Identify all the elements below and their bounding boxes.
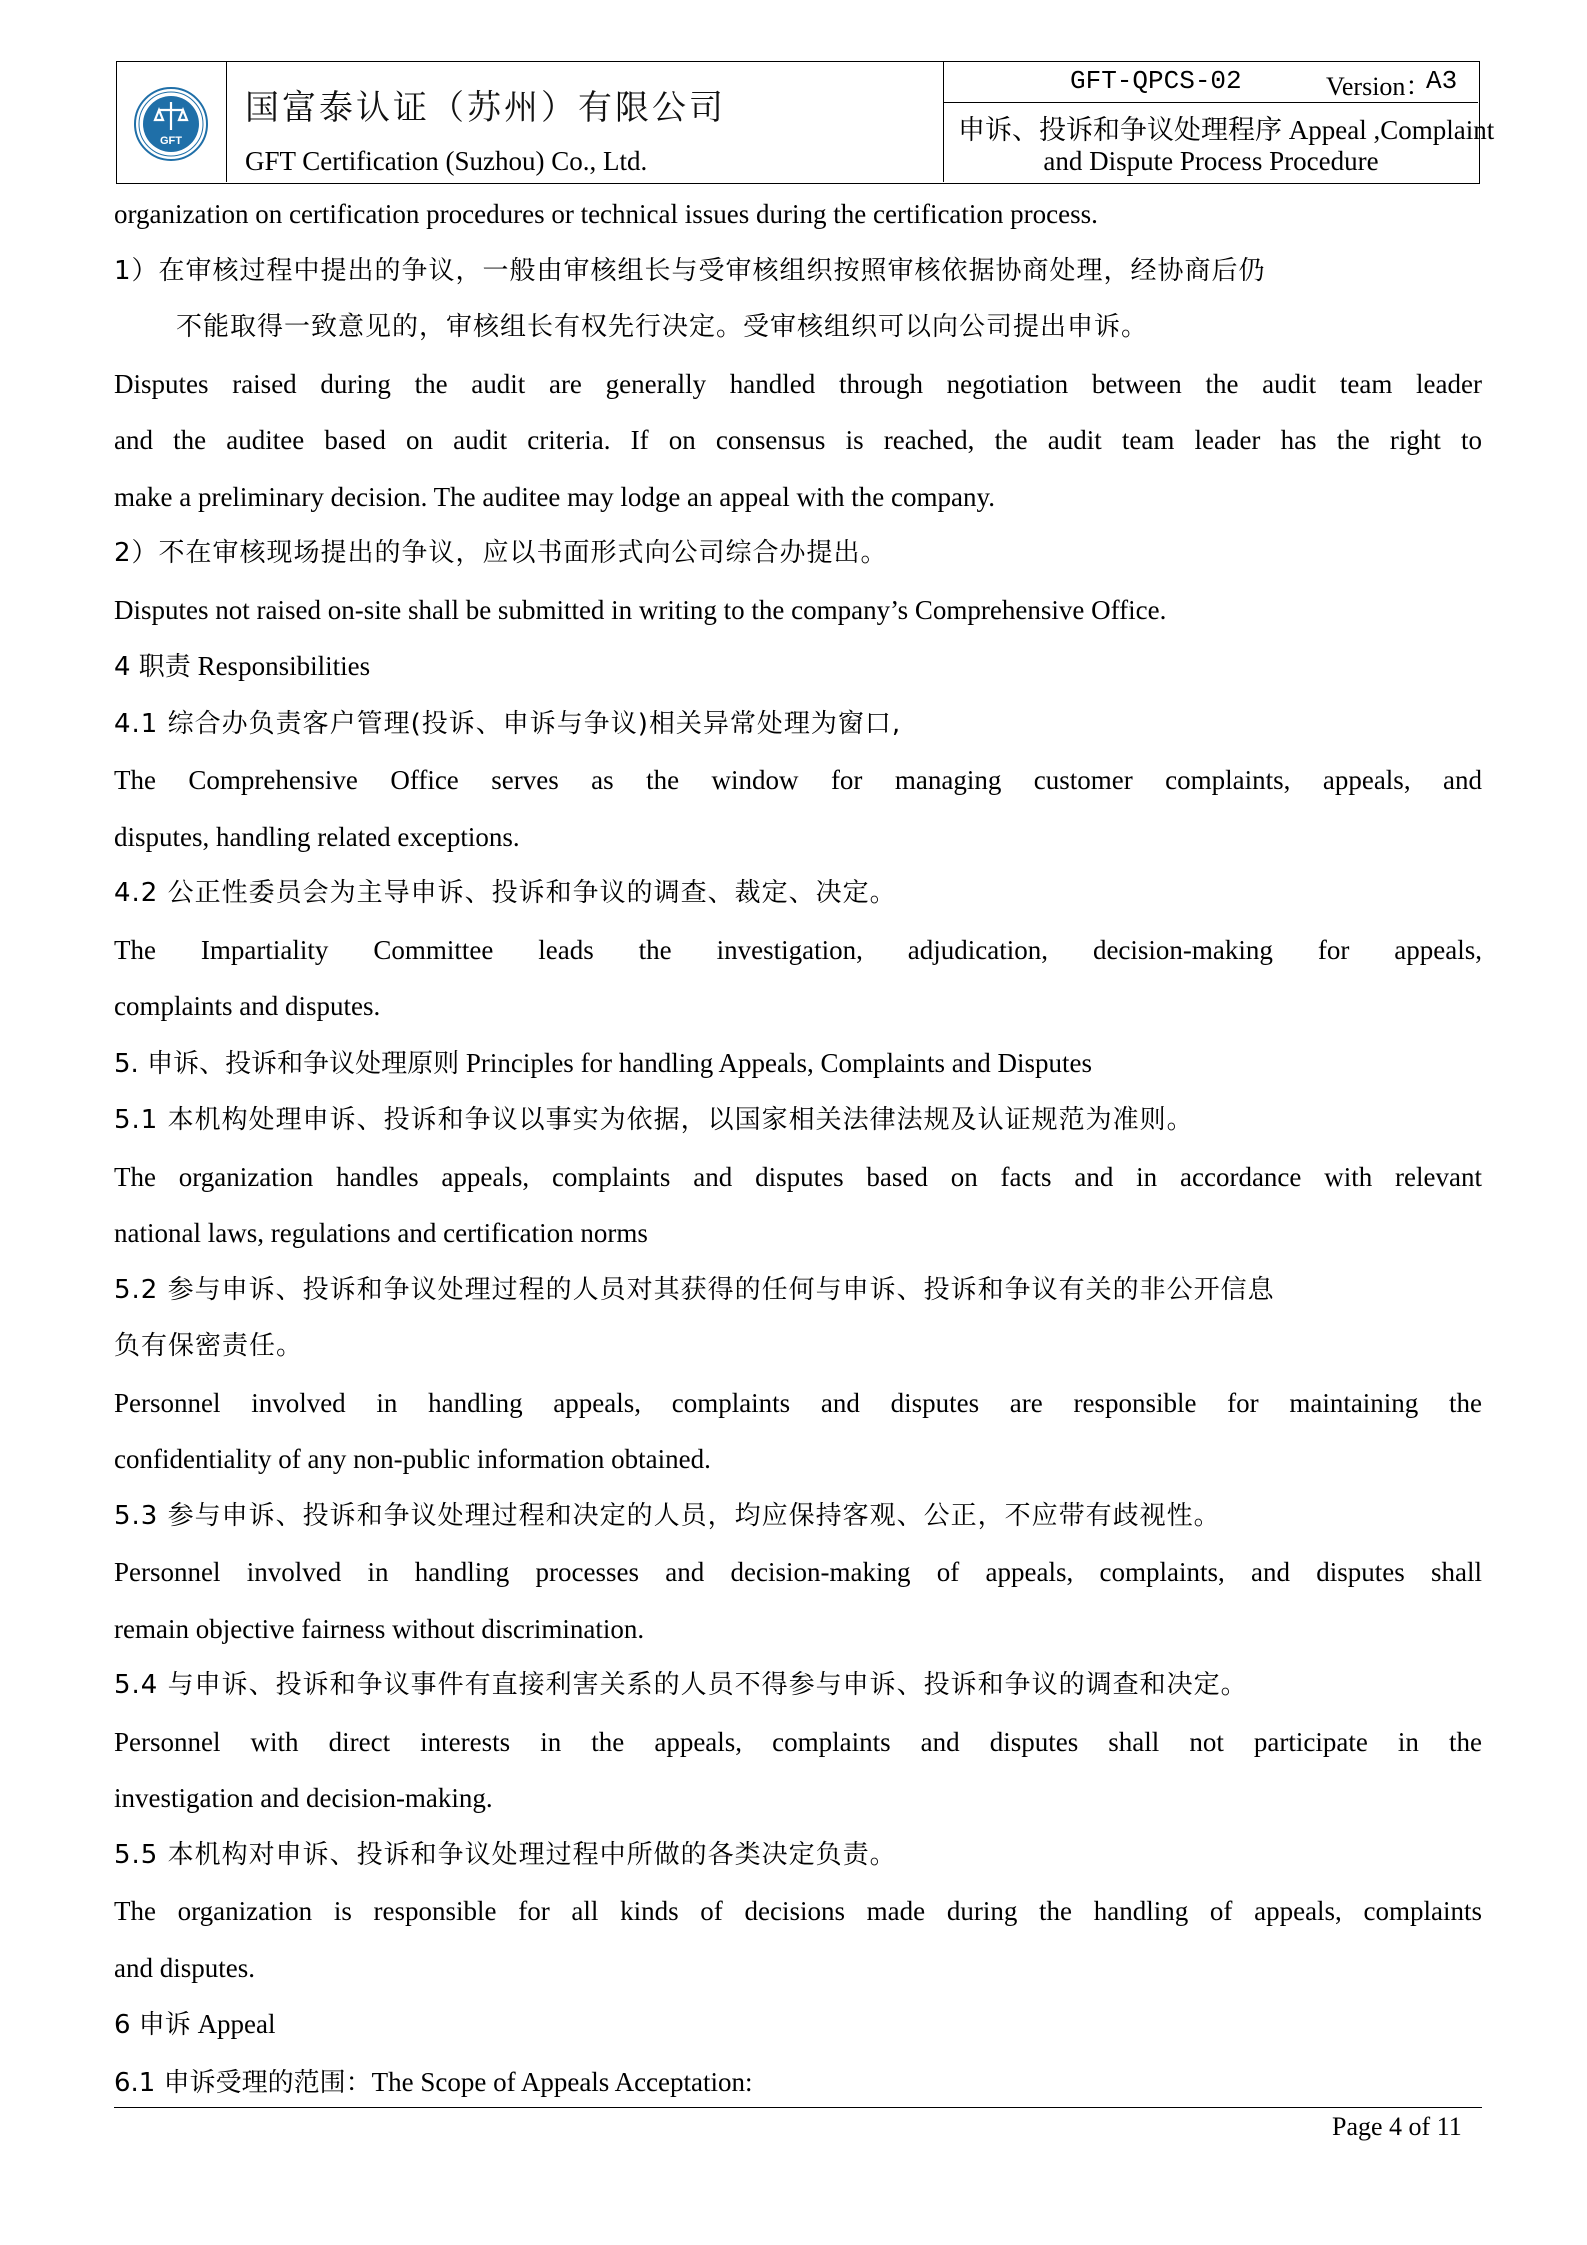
paragraph: Personnel involved in handling appeals, complaints and disputes are responsible for maintaining the (114, 1387, 1482, 1418)
version-label: Version： (1326, 72, 1432, 101)
paragraph-cn: 1）在审核过程中提出的争议，一般由审核组长与受审核组织按照审核依据协商处理，经协商后仍 (114, 255, 1266, 286)
document-body (114, 186, 1482, 2111)
clause-number: 6.1 申诉受理的范围： (114, 2067, 372, 2098)
clause-5-2: 5.2 参与申诉、投诉和争议处理过程的人员对其获得的任何与申诉、投诉和争议有关的非公开信息 (114, 1274, 1275, 1305)
clause-5-5: 5.5 本机构对申诉、投诉和争议处理过程中所做的各类决定负责。 (114, 1839, 897, 1870)
paragraph: The organization handles appeals, complaints and disputes based on facts and in accordance with relevant (114, 1161, 1482, 1192)
company-logo (133, 86, 209, 162)
page-number: Page 4 of 11 (1332, 2112, 1462, 2141)
doc-code-row (944, 62, 1478, 103)
paragraph: Personnel with direct interests in the appeals, complaints and disputes shall not participate in the (114, 1726, 1482, 1757)
section-heading-5 (114, 1035, 1482, 1093)
section-number: 5. 申诉、投诉和争议处理原则 (114, 1048, 460, 1079)
logo-text: GFT (160, 135, 182, 147)
paragraph: The Impartiality Committee leads the investigation, adjudication, decision-making for appeals, (114, 934, 1482, 965)
paragraph: investigation and decision-making. (114, 1783, 493, 1813)
clause-5-3: 5.3 参与申诉、投诉和争议处理过程和决定的人员，均应保持客观、公正，不应带有歧视性。 (114, 1500, 1221, 1531)
document-info-cell (944, 62, 1495, 182)
paragraph: The Comprehensive Office serves as the window for managing customer complaints, appeals, and (114, 765, 1482, 795)
section-title-en: Appeal (197, 2009, 276, 2039)
company-name-cn: 国富泰认证（苏州）有限公司 (245, 88, 726, 128)
section-title-en: Principles for handling Appeals, Complaints and Disputes (465, 1047, 1093, 1078)
paragraph: disputes, handling related exceptions. (114, 821, 520, 852)
clause-6-1 (114, 2054, 1482, 2112)
paragraph: complaints and disputes. (114, 991, 381, 1021)
version-value: A3 (1426, 66, 1458, 96)
section-number: 4 职责 (114, 652, 191, 682)
paragraph: national laws, regulations and certification norms (114, 1218, 648, 1248)
paragraph: Disputes raised during the audit are generally handled through negotiation between the audit team leader (114, 368, 1482, 399)
clause-title-en: The Scope of Appeals Acceptation: (371, 2066, 753, 2097)
paragraph-cn: 2）不在审核现场提出的争议，应以书面形式向公司综合办提出。 (114, 538, 888, 568)
clause-5-4: 5.4 与申诉、投诉和争议事件有直接利害关系的人员不得参与申诉、投诉和争议的调查和决定。 (114, 1670, 1248, 1700)
paragraph: Disputes not raised on-site shall be submitted in writing to the company’s Comprehensive Office. (114, 594, 1167, 625)
paragraph: confidentiality of any non-public information obtained. (114, 1444, 711, 1474)
section-heading-6 (114, 1996, 1482, 2054)
doc-title-line2: and Dispute Process Procedure (1043, 146, 1379, 176)
paragraph: make a preliminary decision. The auditee may lodge an appeal with the company. (114, 481, 995, 512)
paragraph: Personnel involved in handling processes and decision-making of appeals, complaints, and disputes shall (114, 1557, 1482, 1587)
footer-divider (114, 2107, 1482, 2108)
clause-4-2: 4.2 公正性委员会为主导申诉、投诉和争议的调查、裁定、决定。 (114, 878, 897, 908)
paragraph: organization on certification procedures or technical issues during the certification process. (114, 199, 1098, 229)
logo-cell (117, 62, 227, 182)
paragraph: and disputes. (114, 1952, 255, 1983)
paragraph: remain objective fairness without discrimination. (114, 1613, 645, 1644)
section-title-en: Responsibilities (197, 651, 371, 681)
doc-title-line1: 申诉、投诉和争议处理程序 Appeal ,Complaint (958, 115, 1495, 145)
section-heading-4 (114, 638, 1482, 696)
document-header (116, 61, 1495, 184)
paragraph: The organization is responsible for all kinds of decisions made during the handling of appeals, complaints (114, 1896, 1482, 1926)
doc-code: GFT-QPCS-02 (1070, 66, 1242, 96)
clause-4-1: 4.1 综合办负责客户管理(投诉、申诉与争议)相关异常处理为窗口, (114, 708, 902, 739)
clause-5-1: 5.1 本机构处理申诉、投诉和争议以事实为依据，以国家相关法律法规及认证规范为准则。 (114, 1105, 1194, 1135)
company-name-en: GFT Certification (Suzhou) Co., Ltd. (245, 146, 648, 176)
paragraph-cn: 不能取得一致意见的，审核组长有权先行决定。受审核组织可以向公司提出申诉。 (176, 312, 1149, 342)
paragraph: and the auditee based on audit criteria. If on consensus is reached, the audit team leader has the right to (114, 425, 1482, 455)
clause-5-2-cont: 负有保密责任。 (114, 1331, 304, 1361)
section-number: 6 申诉 (114, 2010, 191, 2040)
